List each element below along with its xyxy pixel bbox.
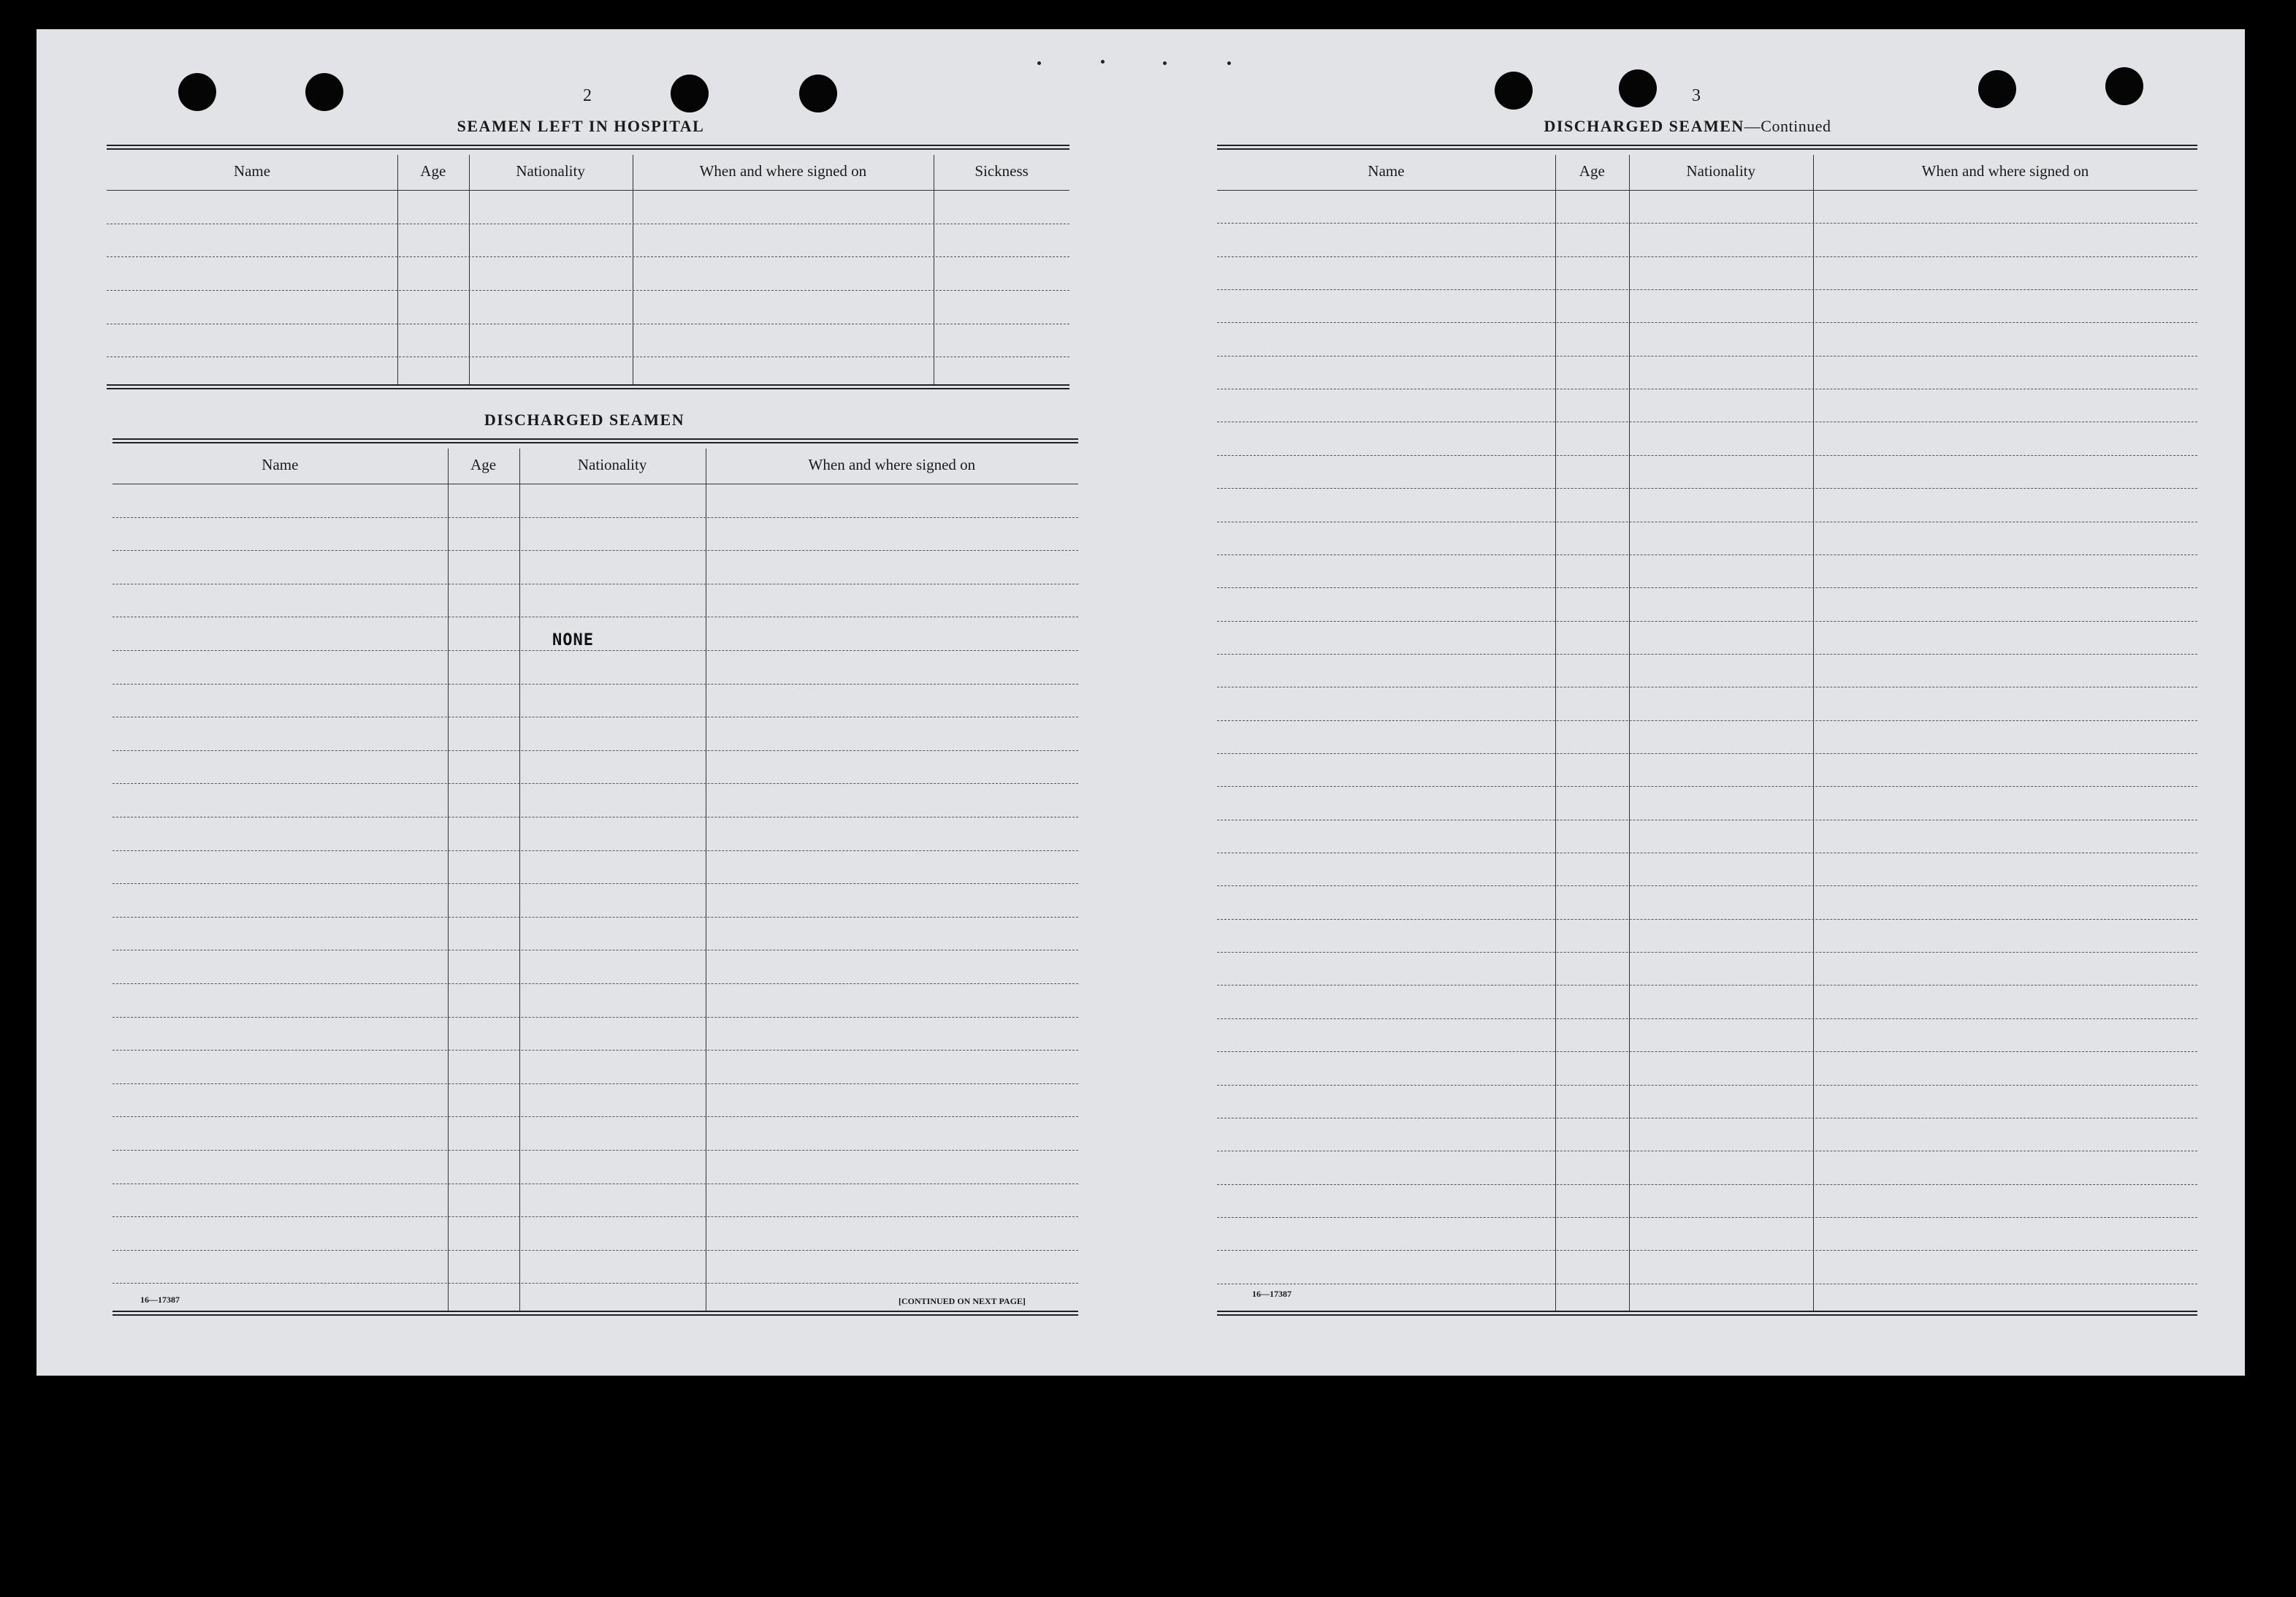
table-row <box>1217 919 2197 920</box>
column-header: When and where signed on <box>699 162 867 180</box>
table-row <box>107 290 1069 291</box>
header-rule <box>1217 190 2197 191</box>
column-header: Nationality <box>577 456 647 473</box>
column-header: Age <box>470 456 497 473</box>
table-row <box>112 550 1078 551</box>
ink-speck <box>1037 61 1041 65</box>
table-row <box>112 850 1078 851</box>
table-row <box>1217 322 2197 323</box>
stamped-none: NONE <box>552 631 594 649</box>
column-header: Name <box>262 456 299 473</box>
table-row <box>1217 786 2197 787</box>
ink-speck <box>1163 61 1167 65</box>
column-divider <box>1629 155 1630 1311</box>
table-top-rule <box>1217 145 2197 150</box>
table-row <box>112 1017 1078 1018</box>
column-header: Nationality <box>516 162 585 180</box>
page-number-right: 3 <box>1692 86 1701 105</box>
column-header: Nationality <box>1686 162 1755 180</box>
punch-hole <box>799 75 837 113</box>
table-row <box>1217 654 2197 655</box>
table-row <box>1217 455 2197 456</box>
table-row <box>112 917 1078 918</box>
table-row <box>1217 621 2197 622</box>
continued-note: [CONTINUED ON NEXT PAGE] <box>899 1296 1026 1306</box>
column-header: Sickness <box>975 162 1029 180</box>
discharged-continued-title-sub: —Continued <box>1744 117 1831 135</box>
form-number-left: 16—17387 <box>140 1295 180 1305</box>
table-row <box>112 983 1078 984</box>
document-sheet <box>37 29 2245 1376</box>
table-row <box>107 256 1069 257</box>
table-row <box>1217 1018 2197 1019</box>
table-row <box>1217 1184 2197 1185</box>
table-row <box>1217 488 2197 489</box>
table-row <box>112 1150 1078 1151</box>
table-row <box>1217 587 2197 588</box>
table-row <box>112 650 1078 651</box>
table-row <box>1217 1085 2197 1086</box>
column-divider <box>1813 155 1814 1311</box>
table-row <box>112 1283 1078 1284</box>
table-row <box>1217 554 2197 555</box>
punch-hole <box>178 73 216 111</box>
table-row <box>1217 289 2197 290</box>
column-header: When and where signed on <box>1921 162 2089 180</box>
table-row <box>112 1116 1078 1117</box>
table-row <box>112 883 1078 884</box>
ink-speck <box>1227 61 1231 65</box>
table-row <box>1217 223 2197 224</box>
table-top-rule <box>112 438 1078 443</box>
header-rule <box>107 190 1069 191</box>
table-row <box>112 517 1078 518</box>
column-header: Age <box>420 162 446 180</box>
table-row <box>1217 720 2197 721</box>
table-row <box>1217 356 2197 357</box>
table-bottom-rule <box>112 1311 1078 1316</box>
discharged-continued-title <box>1490 117 1885 136</box>
discharged-section-title: DISCHARGED SEAMEN <box>484 411 685 429</box>
punch-hole <box>2105 67 2143 105</box>
table-row <box>1217 1217 2197 1218</box>
table-row <box>1217 753 2197 754</box>
table-row <box>112 1216 1078 1217</box>
page-number-left: 2 <box>583 86 592 105</box>
table-row <box>1217 985 2197 986</box>
table-row <box>112 750 1078 751</box>
hospital-section-title: SEAMEN LEFT IN HOSPITAL <box>457 117 705 135</box>
table-row <box>112 1050 1078 1051</box>
column-divider <box>519 449 520 1311</box>
discharged-table <box>112 438 1078 1316</box>
column-divider <box>448 449 449 1311</box>
punch-hole <box>671 75 709 113</box>
table-row <box>1217 1051 2197 1052</box>
table-bottom-rule <box>107 384 1069 389</box>
punch-hole <box>305 73 343 111</box>
table-row <box>1217 256 2197 257</box>
table-row <box>112 684 1078 685</box>
column-header: Name <box>1368 162 1405 180</box>
column-divider <box>469 155 470 384</box>
table-row <box>1217 885 2197 886</box>
table-row <box>112 783 1078 784</box>
column-header: When and where signed on <box>808 456 976 473</box>
discharged-continued-table <box>1217 145 2197 1316</box>
column-divider <box>1555 155 1556 1311</box>
table-bottom-rule <box>1217 1311 2197 1316</box>
table-row <box>112 1083 1078 1084</box>
table-row <box>112 1250 1078 1251</box>
table-top-rule <box>107 145 1069 150</box>
column-divider <box>397 155 398 384</box>
column-header: Age <box>1579 162 1605 180</box>
form-number-right: 16—17387 <box>1252 1289 1292 1299</box>
discharged-continued-title-main: DISCHARGED SEAMEN <box>1544 117 1744 135</box>
column-header: Name <box>233 162 271 180</box>
punch-hole <box>1495 72 1533 110</box>
table-row <box>1217 952 2197 953</box>
hospital-table <box>107 145 1069 390</box>
ink-speck <box>1101 60 1105 64</box>
punch-hole <box>1619 69 1657 107</box>
table-row <box>1217 1250 2197 1251</box>
punch-hole <box>1978 70 2016 108</box>
